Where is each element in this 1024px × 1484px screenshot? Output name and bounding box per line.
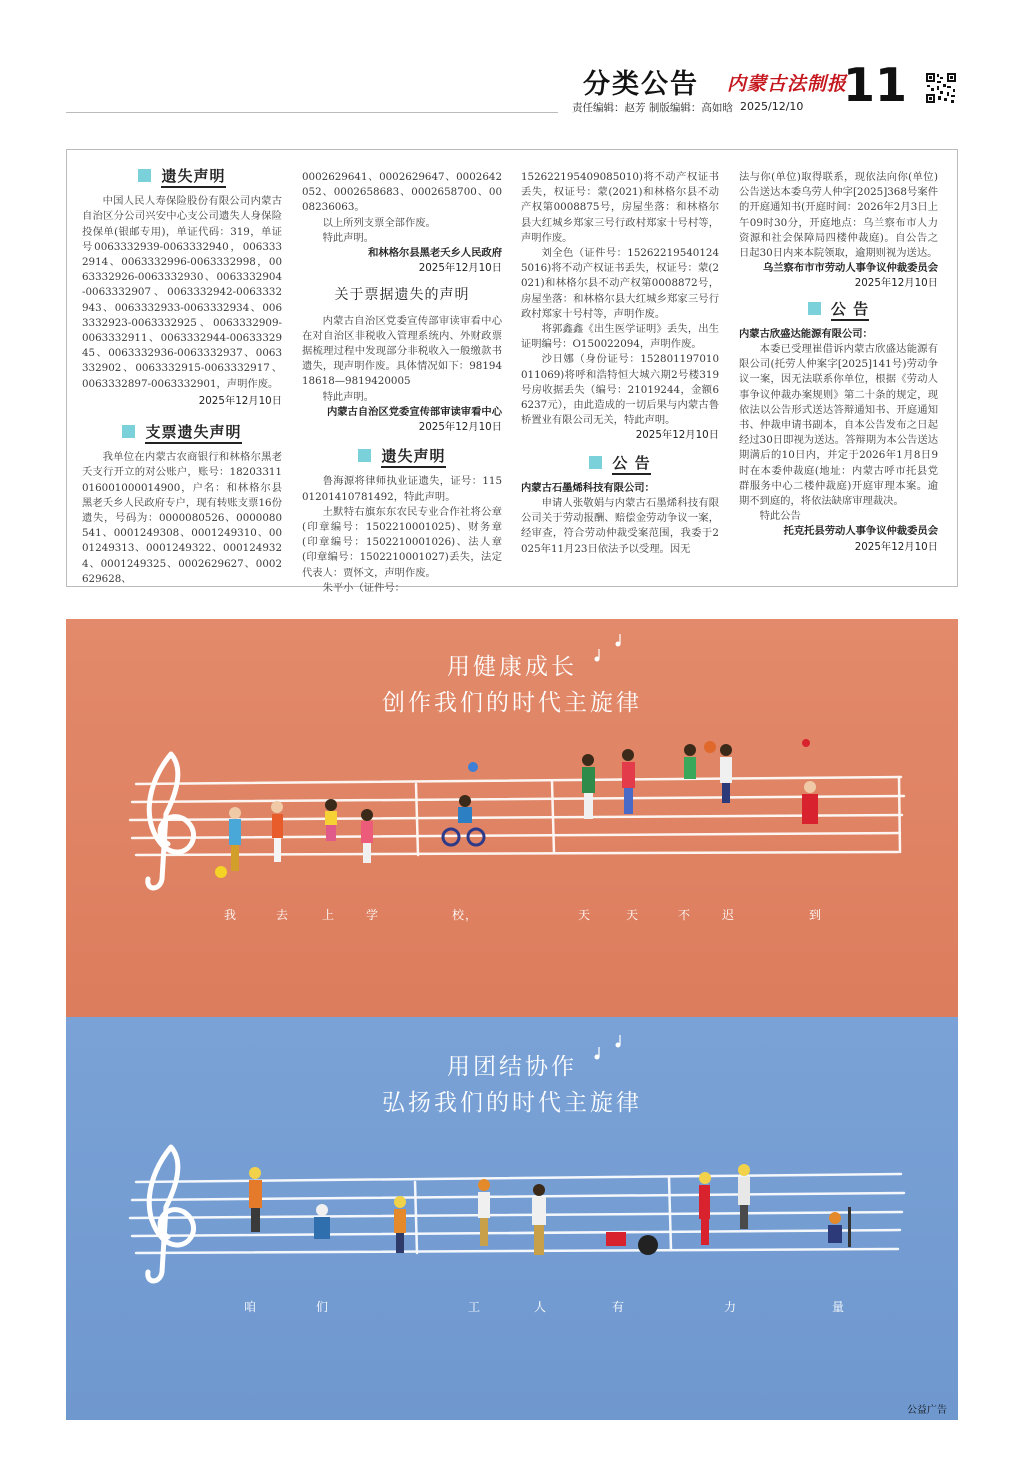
lyric-word: 人 bbox=[534, 1300, 548, 1314]
music-staff-illustration bbox=[66, 1017, 958, 1420]
newspaper-masthead: 内蒙古法制报 bbox=[727, 73, 848, 95]
column-2 bbox=[302, 170, 502, 596]
poster-title-line1: 用团结协作 bbox=[447, 1054, 577, 1080]
lyric-word: 不 bbox=[678, 908, 692, 922]
editor-credits: 责任编辑：赵芳 制版编辑：高如晗 bbox=[572, 102, 733, 114]
lyric-word: 校， bbox=[452, 908, 479, 922]
column-3 bbox=[521, 170, 719, 557]
notice-date: 2025年12月10日 bbox=[198, 394, 282, 407]
notice-body: 以上所列支票全部作废。 bbox=[322, 216, 436, 229]
notice-body: 内蒙古自治区党委宣传部审读审看中心在对自治区非税收入管理系统内、外财政票据梳理过程中发现部分非税收入一般缴款书遗失，现声明作废。具体情况如下：9819418618—9819420005 bbox=[302, 314, 502, 388]
notice-heading: 公 告 bbox=[739, 302, 938, 317]
lyric-word: 我 bbox=[224, 908, 238, 922]
notice-signature: 托克托县劳动人事争议仲裁委员会 bbox=[783, 525, 938, 538]
square-marker-icon bbox=[138, 169, 151, 182]
notice-body: 中国人民人寿保险股份有限公司内蒙古自治区分公司兴安中心支公司遗失人身保险投保单(银邮专用)，单证代码：319，单证号0063332939-0063332940，0063332914、0063332996-0063332998，0063332926-0063332930、0063332904-0063332907、0063332942-0063332943、0063332933-0063332934、0063332923-0063332925、0063332909-0063332911、0063332944-0063332945、0063332936-0063332937、0063332902、0063332915-0063332917、0063332897-0063332901，声明作废。 bbox=[82, 195, 282, 390]
notice-body: 我单位在内蒙古农商银行和林格尔黑老夭支行开立的对公账户，账号：18203311016001000014900，户名：和林格尔县黑老夭乡人民政府专户，现有转账支票16份遗失，号码为：0000080526、0000080541、0001249308、0001249310、0001249313、0001249322、0001249324、0001249325、0002629627、0002629628、 bbox=[82, 451, 282, 585]
treble-clef-icon bbox=[148, 1147, 194, 1281]
lyric-word: 咱 bbox=[244, 1300, 258, 1314]
lyric-word: 有 bbox=[612, 1300, 626, 1314]
notice-body: 本委已受理崔借诉内蒙古欣盛达能源有限公司(托劳人仲案字[2025]141号)劳动争议一案，因无法联系你单位，根据《劳动人事争议仲裁办案规则》第二十条的规定，现依法以公告形式送达答辩通知书、开庭通知书、仲裁申请书副本，自本公告发布之日起经过30日即视为送达。答辩期为本公告送达期满后的10日内，并定于2026年1月8日9时在本委仲裁庭(地址：内蒙古呼市托县党群服务中心二楼仲裁庭)开庭审理本案。逾期不到庭的，将依法缺席审理裁决。 bbox=[739, 343, 938, 508]
notice-body: 152622195409085010)将不动产权证书丢失，权证号：蒙(2021)和林格尔县不动产权第0008875号，房屋坐落：和林格尔县大红城乡郑家三号行政村郑家十号村等，声明作废。 bbox=[521, 171, 719, 244]
issue-date: 2025/12/10 bbox=[740, 100, 804, 113]
notice-body: 特此公告 bbox=[759, 510, 801, 523]
lyric-word: 上 bbox=[322, 908, 336, 922]
notice-date: 2025年12月10日 bbox=[854, 540, 938, 553]
notice-date: 2025年12月10日 bbox=[854, 277, 938, 290]
column-1 bbox=[82, 157, 282, 587]
notice-signature: 内蒙古自治区党委宣传部审读审看中心 bbox=[326, 405, 502, 418]
section-title: 分类公告 bbox=[583, 69, 699, 100]
notice-heading: 支票遗失声明 bbox=[82, 425, 282, 440]
notice-body: 特此声明。 bbox=[322, 390, 375, 403]
notice-body: 刘全色（证件号：152622195401245016)将不动产权证书丢失，权证号：蒙(2021)和林格尔县不动产权第0008872号，房屋坐落：和林格尔县大红城乡郑家三号行政村郑家十号村等，声明作废。 bbox=[521, 247, 719, 320]
notice-addressee: 内蒙古欣盛达能源有限公司： bbox=[739, 327, 873, 340]
poster-title-line2: 弘扬我们的时代主旋律 bbox=[382, 1090, 642, 1116]
notice-body: 鲁海源将律师执业证遗失，证号：11501201410781492，特此声明。 bbox=[302, 475, 502, 503]
poster-title-line1: 用健康成长 bbox=[447, 654, 577, 680]
notice-body: 申请人张敬娟与内蒙古石墨烯科技有限公司关于劳动报酬、赔偿金劳动争议一案，经审查，符合劳动仲裁受案范围，我委于2025年11月23日依法予以受理。因无 bbox=[521, 497, 719, 555]
notice-body: 土默特右旗东东农民专业合作社将公章(印章编号：1502210001025)、财务章(印章编号：1502210001026)、法人章(印章编号：1502210001027)丢失，法定代表人：贾怀文，声明作废。 bbox=[302, 505, 502, 579]
lyric-word: 去 bbox=[276, 908, 290, 922]
lyric-word: 学 bbox=[366, 908, 380, 922]
lyric-word: 天 bbox=[626, 908, 640, 922]
notice-body: 沙日娜（身份证号：152801197010011069)将呼和浩特恒大城六期2号楼319号房收据丢失（编号：21019244，金额66237元），由此造成的一切后果与内蒙古鲁桥置业有限公司无关，特此声明。 bbox=[521, 353, 719, 427]
lyric-word: 到 bbox=[809, 908, 823, 922]
notice-body: 法与你(单位)取得联系，现依法向你(单位)公告送达本委乌劳人仲字[2025]368号案件的开庭通知书(开庭时间：2026年2月3日上午09时30分，开庭地点：乌兰察布市人力资源和社会保障局四楼仲裁庭)。自公告之日起30日内来本院领取，逾期则视为送达。 bbox=[739, 171, 938, 260]
psa-poster-health bbox=[66, 619, 958, 1017]
notice-body: 将郭鑫鑫《出生医学证明》丢失，出生证明编号：O150022094，声明作废。 bbox=[521, 323, 719, 351]
lyric-word: 量 bbox=[832, 1300, 846, 1314]
lyric-word: 天 bbox=[578, 908, 592, 922]
notice-date: 2025年12月10日 bbox=[635, 429, 719, 442]
notice-heading: 公 告 bbox=[521, 456, 719, 471]
header-rule bbox=[66, 112, 558, 113]
square-marker-icon bbox=[358, 449, 371, 462]
notice-body: 特此声明。 bbox=[322, 231, 375, 244]
notice-heading: 遗失声明 bbox=[302, 449, 502, 464]
lyric-word: 迟 bbox=[722, 908, 736, 922]
lyric-word: 力 bbox=[724, 1300, 738, 1314]
psa-poster-unity bbox=[66, 1017, 958, 1420]
notice-heading: 关于票据遗失的声明 bbox=[334, 287, 470, 304]
psa-label: 公益广告 bbox=[907, 1405, 947, 1416]
music-staff-illustration bbox=[66, 619, 958, 1017]
notice-date: 2025年12月10日 bbox=[418, 421, 502, 434]
children-figures bbox=[215, 739, 818, 878]
music-note-icon bbox=[595, 634, 621, 662]
qr-code-icon[interactable] bbox=[925, 72, 957, 104]
square-marker-icon bbox=[122, 425, 135, 438]
notice-body: 0002629641、0002629647、0002642052、0002658683、0002658700、0008236063。 bbox=[302, 171, 502, 214]
lyric-word: 们 bbox=[316, 1300, 330, 1314]
music-note-icon bbox=[595, 1035, 621, 1060]
notice-addressee: 内蒙古石墨烯科技有限公司： bbox=[521, 481, 655, 494]
notice-date: 2025年12月10日 bbox=[418, 262, 502, 275]
notice-body: 朱平小（证件号： bbox=[322, 581, 405, 594]
square-marker-icon bbox=[589, 456, 602, 469]
notice-signature: 乌兰察布市市劳动人事争议仲裁委员会 bbox=[762, 262, 938, 275]
notice-signature: 和林格尔县黑老夭乡人民政府 bbox=[368, 247, 502, 260]
column-4 bbox=[739, 170, 938, 555]
notice-heading: 遗失声明 bbox=[82, 169, 282, 184]
lyric-word: 工 bbox=[468, 1300, 482, 1314]
square-marker-icon bbox=[808, 302, 821, 315]
poster-title-line2: 创作我们的时代主旋律 bbox=[382, 690, 642, 716]
page-number: 11 bbox=[843, 58, 908, 112]
